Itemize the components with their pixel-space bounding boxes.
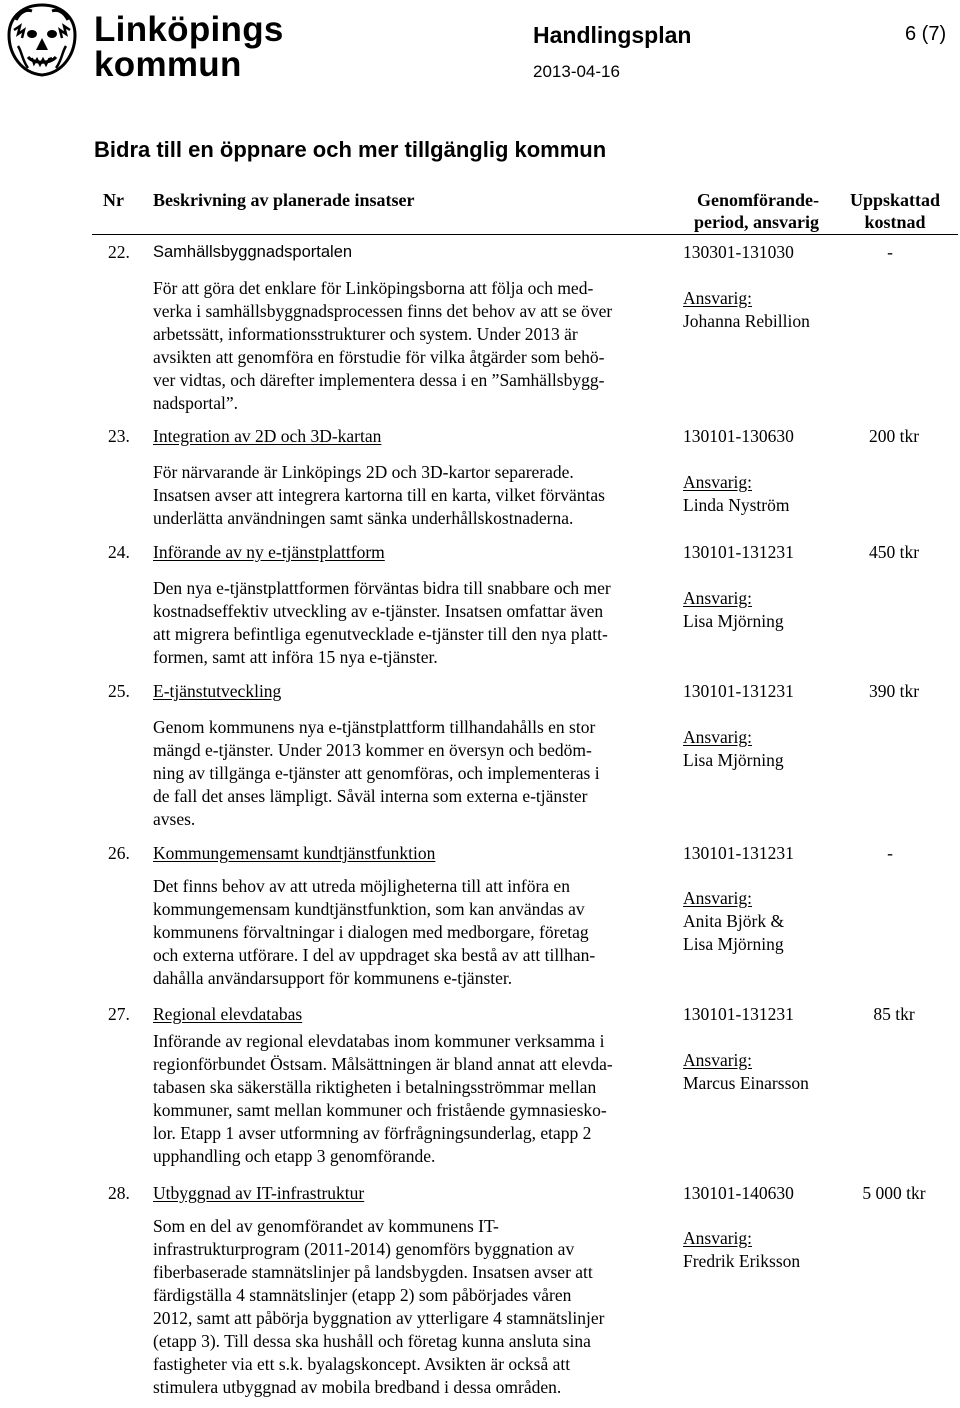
row-number: 24.: [108, 542, 130, 562]
section-title: Bidra till en öppnare och mer tillgänglig kommun: [94, 137, 607, 162]
column-header-cost-line-2: kostnad: [864, 212, 926, 232]
responsible-label: Ansvarig:: [683, 472, 753, 492]
row-number: 27.: [108, 1004, 130, 1024]
responsible-label: Ansvarig:: [683, 288, 753, 308]
responsible-label: Ansvarig:: [683, 1050, 753, 1070]
row-cost: 390 tkr: [868, 681, 920, 701]
row-title: Integration av 2D och 3D-kartan: [153, 426, 382, 446]
row-cost: 5 000 tkr: [862, 1183, 926, 1203]
row-title: Samhällsbyggnadsportalen: [153, 243, 353, 261]
row-number: 28.: [108, 1183, 130, 1203]
row-description: För närvarande är Linköpings 2D och 3D-kartor separerade. Insatsen avser att integrera kartorna till en karta, vilket förväntas underlätta användningen samt sänka underhållskostnaderna.: [153, 462, 605, 528]
responsible-name: Linda Nyström: [683, 495, 790, 515]
row-number: 22.: [108, 242, 130, 262]
column-header-period-line-1: Genomförande-: [697, 190, 819, 210]
brand-line-1: Linköpings: [94, 10, 284, 49]
row-title: E-tjänstutveckling: [153, 681, 282, 701]
responsible-name: Lisa Mjörning: [683, 750, 784, 770]
responsible-label: Ansvarig:: [683, 588, 753, 608]
row-responsible: [683, 287, 823, 333]
row-responsible: [683, 887, 823, 956]
row-description: Genom kommunens nya e-tjänstplattform tillhandahålls en stor mängd e-tjänster. Under 2013 kommer en översyn och bedöm- ning av tillgänga e-tjänster att genomföras, och implementeras i de fall det anses lämpligt. Såväl interna som externa e-tjänster avses.: [153, 717, 600, 829]
row-number: 25.: [108, 681, 130, 701]
responsible-label: Ansvarig:: [683, 888, 753, 908]
linkoping-lion-logo: [4, 2, 80, 78]
row-description: För att göra det enklare för Linköpingsborna att följa och med- verka i samhällsbyggnadsprocessen finns det behov av att se över arbetssätt, informationsstrukturer och system. Under 2013 är avsikten att genomföra en förstudie för vilka åtgärder som behö- ver vidtas, och därefter implementera dessa i en ”Samhällsbygg- nadsportal”.: [153, 278, 613, 413]
row-cost: 450 tkr: [868, 542, 920, 562]
row-responsible: [683, 471, 823, 517]
row-period: 130301-131030: [683, 242, 794, 262]
table-header-rule: [92, 234, 958, 235]
row-period: 130101-131231: [683, 1004, 794, 1024]
row-responsible: [683, 1049, 823, 1095]
column-header-description: Beskrivning av planerade insatser: [153, 190, 415, 210]
row-title: Regional elevdatabas: [153, 1004, 303, 1024]
responsible-label: Ansvarig:: [683, 727, 753, 747]
row-period: 130101-131231: [683, 542, 794, 562]
document-title: Handlingsplan: [533, 22, 692, 48]
row-title: Kommungemensamt kundtjänstfunktion: [153, 843, 436, 863]
row-description: Den nya e-tjänstplattformen förväntas bidra till snabbare och mer kostnadseffektiv utveckling av e-tjänster. Insatsen omfattar även att migrera befintliga egenutvecklade e-tjänster till den nya platt- formen, samt att införa 15 nya e-tjänster.: [153, 578, 611, 667]
row-period: 130101-130630: [683, 426, 794, 446]
row-number: 23.: [108, 426, 130, 446]
column-header-period: [681, 189, 819, 233]
brand-name: [94, 12, 284, 82]
responsible-name: Marcus Einarsson: [683, 1073, 809, 1093]
row-description: Det finns behov av att utreda möjligheterna till att införa en kommungemensam kundtjänstfunktion, som kan användas av kommunens förvaltningar i dialogen med medborgare, företag och externa utförare. I del av uppdraget ska bestå av att tillhan- dahålla användarsupport för kommunens e-tjänster.: [153, 876, 596, 988]
responsible-name: Johanna Rebillion: [683, 311, 810, 331]
page-number: 6 (7): [905, 23, 947, 45]
responsible-label: Ansvarig:: [683, 1228, 753, 1248]
row-period: 130101-140630: [683, 1183, 794, 1203]
row-responsible: [683, 587, 823, 633]
responsible-name: Lisa Mjörning: [683, 611, 784, 631]
row-cost: -: [887, 242, 893, 262]
row-cost: 200 tkr: [868, 426, 920, 446]
column-header-nr: Nr: [103, 190, 124, 210]
row-cost: -: [887, 843, 893, 863]
row-responsible: [683, 1227, 823, 1273]
row-period: 130101-131231: [683, 843, 794, 863]
row-title: Utbyggnad av IT-infrastruktur: [153, 1183, 365, 1203]
row-responsible: [683, 726, 823, 772]
brand-line-2: kommun: [94, 45, 242, 84]
column-header-period-line-2: period, ansvarig: [693, 212, 819, 232]
responsible-name: Anita Björk & Lisa Mjörning: [683, 911, 785, 954]
document-date: 2013-04-16: [533, 62, 620, 81]
row-cost: 85 tkr: [873, 1004, 915, 1024]
column-header-cost: [838, 189, 952, 233]
row-title: Införande av ny e-tjänstplattform: [153, 542, 385, 562]
row-description: Införande av regional elevdatabas inom kommuner verksamma i regionförbundet Östsam. Målsättningen är bland annat att elevda- tabasen ska säkerställa riktigheten i betalningsströmmar mellan kommuner, samt mellan kommuner och fristående gymnasiesko- lor. Etapp 1 avser utformning av förfrågningsunderlag, etapp 2 upphandling och etapp 3 genomförande.: [153, 1031, 613, 1166]
column-header-cost-line-1: Uppskattad: [849, 190, 941, 210]
responsible-name: Fredrik Eriksson: [683, 1251, 801, 1271]
row-period: 130101-131231: [683, 681, 794, 701]
row-number: 26.: [108, 843, 130, 863]
row-description: Som en del av genomförandet av kommunens IT- infrastrukturprogram (2011-2014) genomförs byggnation av fiberbaserade stamnätslinjer på landsbygden. Insatsen avser att färdigställa 4 stamnätslinjer (etapp 2) som påbörjades våren 2012, samt att påbörja byggnation av ytterligare 4 stamnätslinjer (etapp 3). Till dessa ska hushåll och företag kunna ansluta sina fastigheter via ett s.k. byalagskoncept. Avsikten är också att stimulera utbyggnad av mobila bredband i dessa områden.: [153, 1216, 605, 1397]
